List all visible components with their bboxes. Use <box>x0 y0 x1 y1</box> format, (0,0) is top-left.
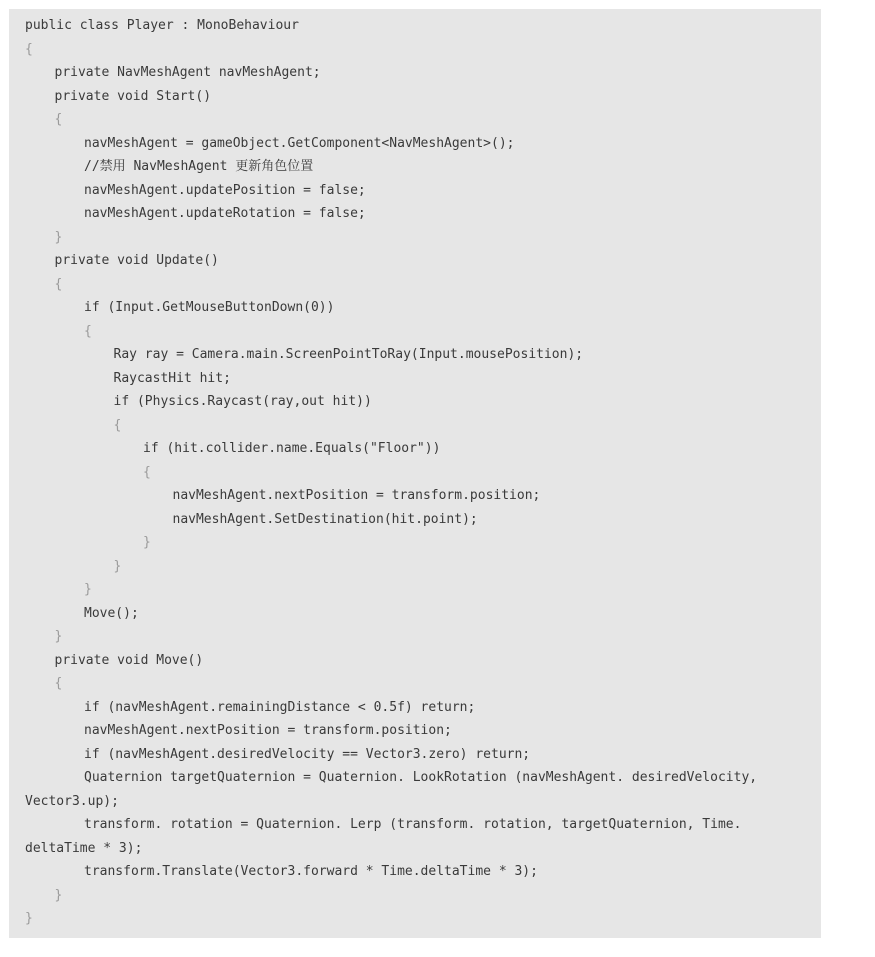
code-block <box>9 9 821 938</box>
code-line: { <box>54 112 63 127</box>
code-line: public class Player : MonoBehaviour <box>25 18 299 33</box>
code-line: } <box>113 558 122 574</box>
code-line: { <box>54 676 63 691</box>
code-line: if (navMeshAgent.remainingDistance < 0.5f) return; <box>84 699 476 715</box>
code-line: if (Input.GetMouseButtonDown(0)) <box>84 300 335 315</box>
code-line: Vector3.up); <box>25 793 119 809</box>
code-line: } <box>54 229 63 245</box>
code-line: } <box>54 629 63 644</box>
code-line: navMeshAgent.updatePosition = false; <box>84 182 366 198</box>
code-line: { <box>25 41 33 57</box>
code-line: navMeshAgent = gameObject.GetComponent<NavMeshAgent>(); <box>84 135 515 151</box>
code-line: navMeshAgent.SetDestination(hit.point); <box>172 511 478 527</box>
code-line: navMeshAgent.nextPosition = transform.position; <box>84 723 452 738</box>
code-line: } <box>143 535 151 550</box>
code-line: transform.Translate(Vector3.forward * Time.deltaTime * 3); <box>84 864 538 879</box>
code-line: if (hit.collider.name.Equals("Floor")) <box>143 441 441 456</box>
code-line: private void Move() <box>54 652 204 668</box>
code-line: { <box>113 417 122 433</box>
code-line: navMeshAgent.nextPosition = transform.position; <box>172 488 541 503</box>
code-line: if (Physics.Raycast(ray,out hit)) <box>113 394 372 409</box>
code-line: } <box>54 887 63 903</box>
code-line: if (navMeshAgent.desiredVelocity == Vector3.zero) return; <box>84 746 531 762</box>
code-line: { <box>84 323 92 339</box>
code-line: } <box>84 582 92 597</box>
code-line: { <box>54 276 63 292</box>
code-line: deltaTime * 3); <box>25 840 143 856</box>
code-line: { <box>143 464 151 480</box>
code-line: RaycastHit hit; <box>113 370 231 386</box>
code-line: Quaternion targetQuaternion = Quaternion. LookRotation (navMeshAgent. desiredVelocity, <box>84 770 758 785</box>
code-line: navMeshAgent.updateRotation = false; <box>84 206 366 221</box>
code-line: private NavMeshAgent navMeshAgent; <box>54 65 321 80</box>
code-line: private void Update() <box>54 253 219 268</box>
code-line: Ray ray = Camera.main.ScreenPointToRay(Input.mousePosition); <box>113 347 584 362</box>
code-line: private void Start() <box>54 88 212 104</box>
code-line: Move(); <box>84 605 139 621</box>
code-line: } <box>25 911 33 926</box>
code-line: transform. rotation = Quaternion. Lerp (transform. rotation, targetQuaternion, Time. <box>84 817 742 832</box>
code-line: //禁用 NavMeshAgent 更新角色位置 <box>84 159 314 174</box>
